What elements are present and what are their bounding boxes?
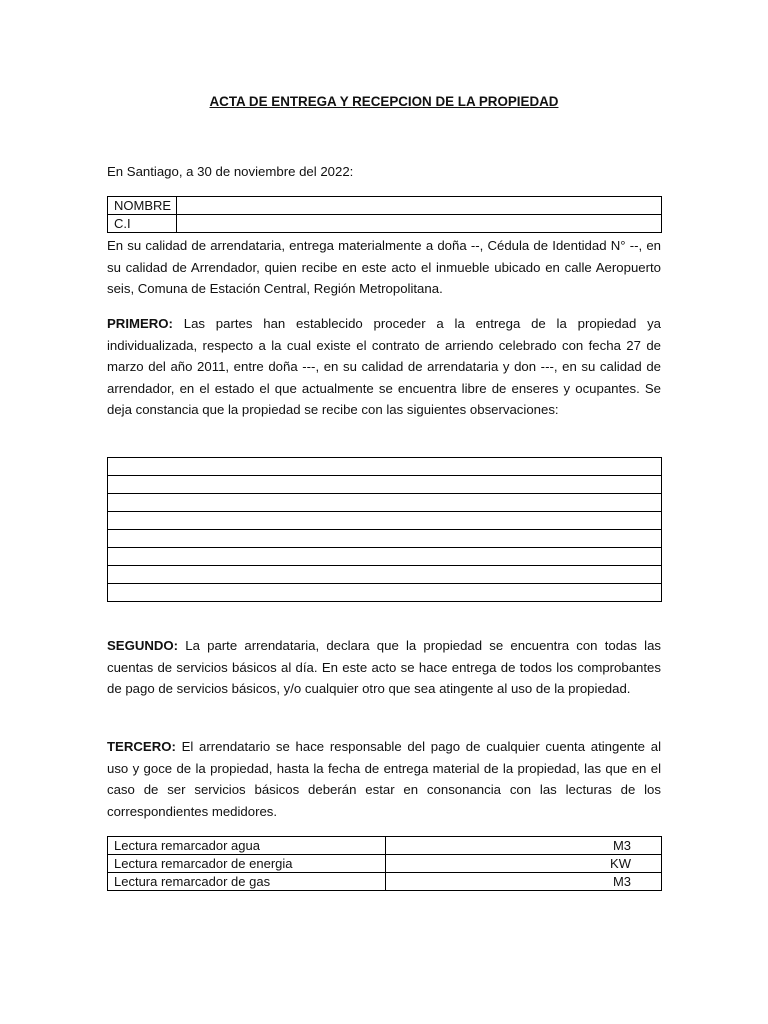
table-row <box>108 197 662 215</box>
observation-cell <box>108 584 662 602</box>
observations-table <box>107 457 662 602</box>
segundo-heading: SEGUNDO: <box>107 638 179 653</box>
tercero-text: El arrendatario se hace responsable del pago de cualquier cuenta atingente al uso y goce de la propiedad, hasta la fecha de entrega material de la propiedad, las que en el caso de ser servicios básicos deberán estar en consonancia con las lecturas de los correspondientes medidores. <box>107 739 661 819</box>
document-title: ACTA DE ENTREGA Y RECEPCION DE LA PROPIEDAD <box>209 94 559 109</box>
observation-cell <box>108 476 662 494</box>
table-row <box>108 873 662 891</box>
tercero-paragraph <box>107 736 661 822</box>
observation-cell <box>108 512 662 530</box>
table-row <box>108 837 662 855</box>
table-row <box>108 548 662 566</box>
intro-paragraph: En su calidad de arrendataria, entrega materialmente a doña --, Cédula de Identidad N° --, en su calidad de Arrendador, quien recibe en este acto el inmueble ubicado en calle Aeropuerto seis, Comuna de Estación Central, Región Metropolitana. <box>107 238 661 297</box>
ci-label: C.I <box>108 215 177 233</box>
primero-text: Las partes han establecido proceder a la entrega de la propiedad ya individualizada, respecto a la cual existe el contrato de arriendo celebrado con fecha 27 de marzo del año 2011, entre doña ---, en su calidad de arrendataria y don ---, en su calidad de arrendador, en el estado el que actualmente se encuentra libre de enseres y ocupantes. Se deja constancia que la propiedad se recibe con las siguientes observaciones: <box>107 316 661 418</box>
table-row <box>108 512 662 530</box>
table-row <box>108 855 662 873</box>
observation-cell <box>108 566 662 584</box>
tercero-heading: TERCERO: <box>107 739 176 754</box>
observation-cell <box>108 530 662 548</box>
meter-label-gas: Lectura remarcador de gas <box>108 873 386 891</box>
table-row <box>108 530 662 548</box>
table-row <box>108 458 662 476</box>
table-row <box>108 476 662 494</box>
meter-readings-table <box>107 836 662 891</box>
segundo-paragraph <box>107 635 661 700</box>
observation-cell <box>108 494 662 512</box>
meter-unit-energy: KW <box>386 855 662 873</box>
identification-table <box>107 196 662 233</box>
observation-cell <box>108 458 662 476</box>
table-row <box>108 215 662 233</box>
name-label: NOMBRE <box>108 197 177 215</box>
name-value <box>177 197 662 215</box>
primero-heading: PRIMERO: <box>107 316 173 331</box>
date-line: En Santiago, a 30 de noviembre del 2022: <box>107 164 354 179</box>
meter-unit-gas: M3 <box>386 873 662 891</box>
table-row <box>108 494 662 512</box>
table-row <box>108 566 662 584</box>
ci-value <box>177 215 662 233</box>
table-row <box>108 584 662 602</box>
observation-cell <box>108 548 662 566</box>
meter-unit-water: M3 <box>386 837 662 855</box>
primero-paragraph <box>107 313 661 421</box>
meter-label-water: Lectura remarcador agua <box>108 837 386 855</box>
meter-label-energy: Lectura remarcador de energia <box>108 855 386 873</box>
segundo-text: La parte arrendataria, declara que la propiedad se encuentra con todas las cuentas de servicios básicos al día. En este acto se hace entrega de todos los comprobantes de pago de servicios básicos, y/o cualquier otro que sea atingente al uso de la propiedad. <box>107 638 661 697</box>
